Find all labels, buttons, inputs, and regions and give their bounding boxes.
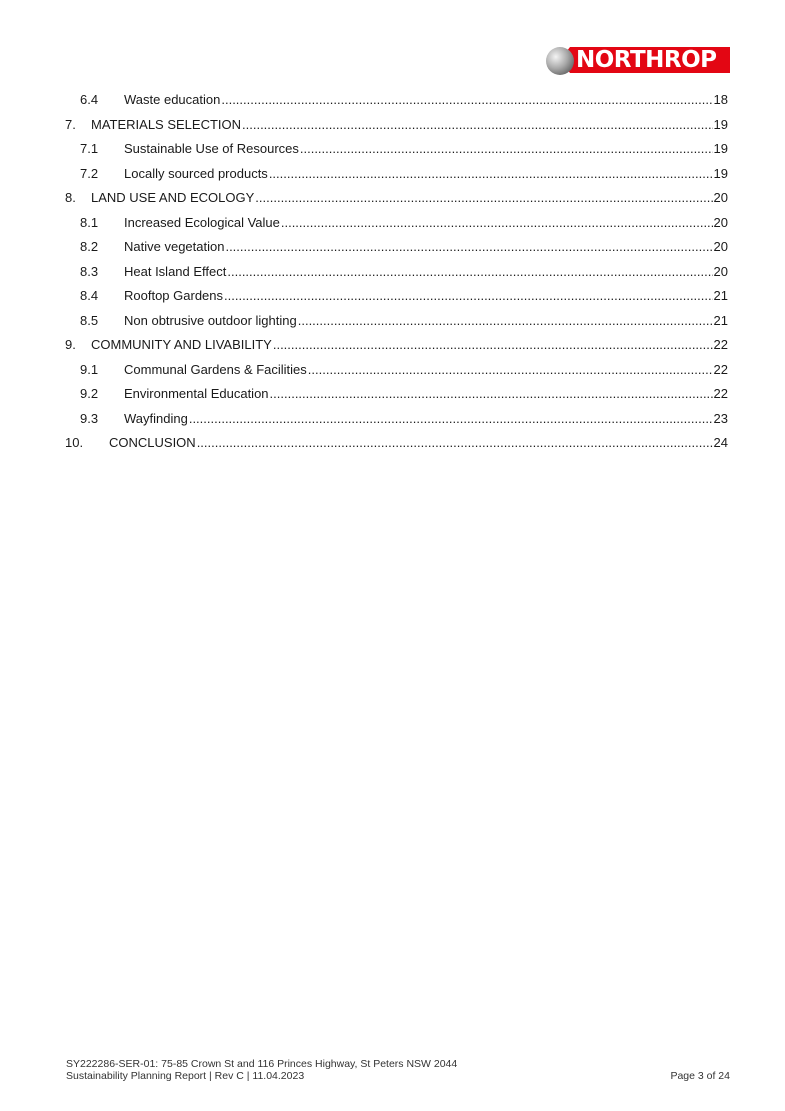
toc-entry-number: 7.1 — [80, 141, 99, 156]
toc-entry[interactable] — [65, 431, 728, 451]
toc-entry-number: 7. — [65, 116, 76, 132]
toc-entry-title: Increased Ecological Value — [124, 214, 280, 230]
toc-entry-page: 19 — [713, 165, 728, 181]
toc-entry-title: Sustainable Use of Resources — [124, 141, 299, 156]
toc-leader-dots — [225, 239, 712, 255]
toc-entry-title: Heat Island Effect — [124, 263, 227, 279]
toc-leader-dots — [255, 190, 712, 206]
toc-leader-dots — [189, 411, 713, 427]
toc-entry-number: 8.5 — [80, 312, 99, 328]
toc-leader-dots — [270, 386, 713, 402]
toc-entry-title: Locally sourced products — [124, 165, 268, 181]
toc-entry-title: Non obtrusive outdoor lighting — [124, 312, 297, 328]
toc-entry[interactable] — [65, 333, 728, 353]
toc-entry[interactable] — [65, 407, 728, 427]
toc-entry-page: 18 — [713, 92, 728, 107]
document-footer — [66, 1058, 457, 1082]
toc-entry-title: Waste education — [124, 92, 221, 107]
toc-entry-number: 8. — [65, 190, 76, 205]
toc-entry[interactable] — [65, 382, 728, 402]
toc-entry-page: 20 — [713, 263, 728, 279]
footer-reference-line: SY222286-SER-01: 75-85 Crown St and 116 Princes Highway, St Peters NSW 2044 — [66, 1058, 458, 1070]
toc-entry-page: 22 — [713, 361, 728, 377]
toc-entry-title: MATERIALS SELECTION — [91, 116, 242, 132]
toc-entry[interactable] — [65, 309, 728, 329]
toc-leader-dots — [308, 362, 713, 378]
toc-entry-page: 23 — [713, 410, 728, 426]
toc-leader-dots — [281, 215, 713, 231]
toc-leader-dots — [300, 141, 713, 157]
toc-leader-dots — [221, 92, 712, 108]
toc-leader-dots — [197, 435, 713, 451]
toc-entry-title: Native vegetation — [124, 239, 225, 254]
toc-entry-number: 6.4 — [80, 92, 99, 107]
toc-entry-number: 9.2 — [80, 386, 99, 401]
logo-sphere-icon — [546, 47, 574, 75]
toc-entry-number: 9. — [65, 337, 76, 352]
toc-entry-number: 8.4 — [80, 288, 99, 303]
toc-entry[interactable] — [65, 186, 728, 206]
page-number: Page 3 of 24 — [670, 1070, 730, 1082]
toc-entry-number: 7.2 — [80, 165, 99, 181]
logo-wordmark: NORTHROP — [576, 47, 717, 73]
toc-entry-page: 19 — [713, 141, 728, 156]
toc-entry-page: 21 — [713, 288, 728, 303]
toc-entry-number: 9.1 — [80, 361, 99, 377]
toc-entry-title: CONCLUSION — [109, 435, 196, 450]
toc-entry[interactable] — [65, 358, 728, 378]
toc-entry-title: Environmental Education — [124, 386, 269, 401]
toc-entry-page: 20 — [713, 190, 728, 205]
toc-entry[interactable] — [65, 162, 728, 182]
toc-entry[interactable] — [65, 260, 728, 280]
toc-leader-dots — [298, 313, 713, 329]
toc-entry-number: 8.1 — [80, 214, 99, 230]
toc-entry-number: 10. — [65, 435, 84, 450]
toc-entry-page: 20 — [713, 239, 728, 254]
toc-entry-title: Wayfinding — [124, 410, 188, 426]
northrop-logo — [546, 45, 730, 75]
toc-entry-title: LAND USE AND ECOLOGY — [91, 190, 255, 205]
toc-entry-page: 21 — [713, 312, 728, 328]
toc-leader-dots — [224, 288, 713, 304]
toc-entry-title: COMMUNITY AND LIVABILITY — [91, 337, 272, 352]
toc-entry-page: 24 — [713, 435, 728, 450]
toc-entry-title: Communal Gardens & Facilities — [124, 361, 307, 377]
toc-entry-number: 8.2 — [80, 239, 99, 254]
toc-entry[interactable] — [65, 235, 728, 255]
toc-leader-dots — [269, 166, 713, 182]
toc-entry[interactable] — [65, 284, 728, 304]
toc-entry-title: Rooftop Gardens — [124, 288, 224, 303]
toc-entry-page: 22 — [713, 337, 728, 352]
toc-entry-page: 22 — [713, 386, 728, 401]
toc-entry-number: 9.3 — [80, 410, 99, 426]
toc-entry-page: 20 — [713, 214, 728, 230]
toc-leader-dots — [273, 337, 713, 353]
toc-entry[interactable] — [65, 137, 728, 157]
toc-entry-number: 8.3 — [80, 263, 99, 279]
toc-entry[interactable] — [65, 211, 728, 231]
toc-entry-page: 19 — [713, 116, 728, 132]
toc-leader-dots — [227, 264, 712, 280]
toc-leader-dots — [242, 117, 713, 133]
toc-entry[interactable] — [65, 113, 728, 133]
toc-entry[interactable] — [65, 88, 728, 108]
footer-report-line: Sustainability Planning Report | Rev C | 11.04.2023 — [66, 1070, 305, 1082]
